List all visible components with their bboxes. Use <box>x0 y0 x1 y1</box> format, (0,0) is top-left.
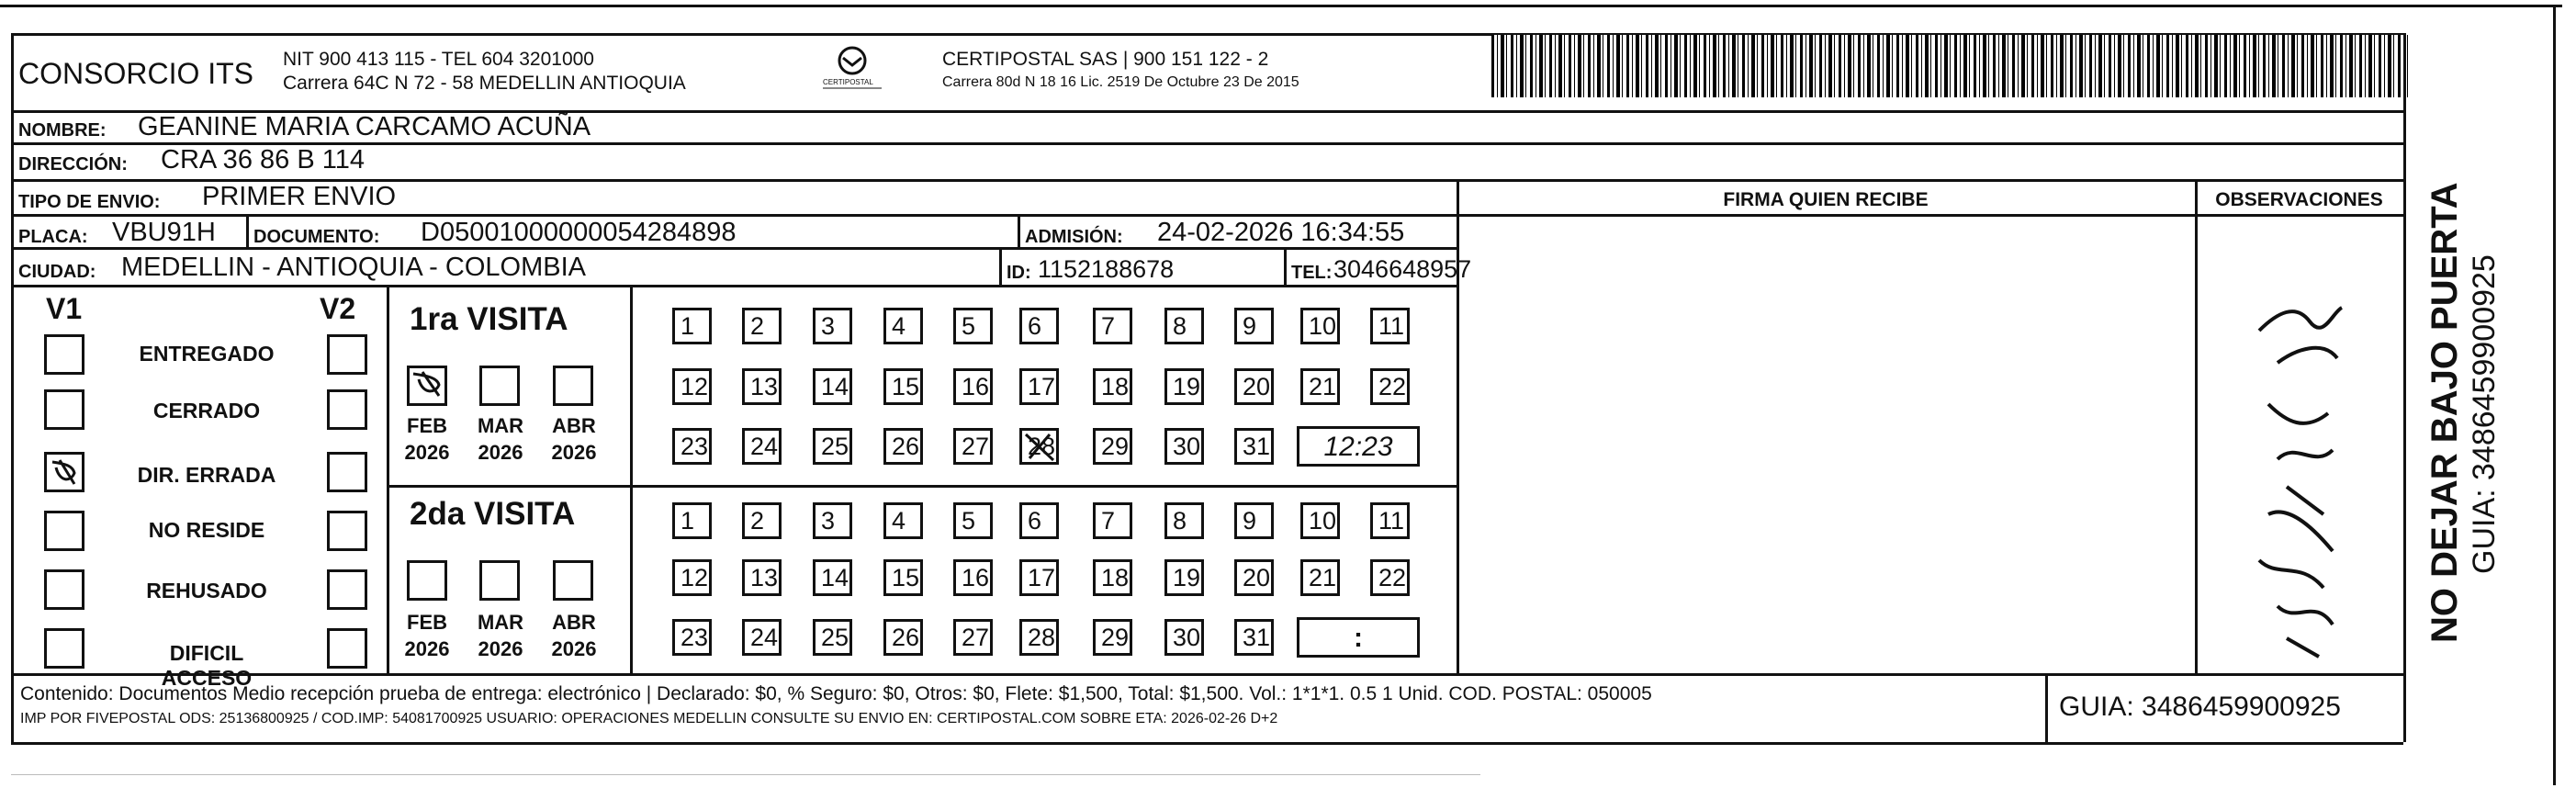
id-label: ID: <box>1007 263 1031 283</box>
documento-value: D05001000000054284898 <box>421 218 737 247</box>
certipostal-logo: CERTIPOSTAL <box>816 42 889 97</box>
visit2-day-12[interactable]: 12 <box>672 559 712 596</box>
visit2-day-21[interactable]: 21 <box>1300 559 1340 596</box>
cell-divider <box>246 214 249 247</box>
visit1-day-6[interactable]: 6 <box>1019 308 1059 344</box>
page-edge-line <box>11 774 1480 775</box>
visit1-day-9[interactable]: 9 <box>1234 308 1274 344</box>
status-label-entregado: ENTREGADO <box>139 342 275 366</box>
cell-divider <box>1018 214 1020 247</box>
visit2-day-26[interactable]: 26 <box>883 619 923 656</box>
visit1-day-18[interactable]: 18 <box>1093 368 1132 405</box>
visit1-month-feb: FEB 2026 <box>404 414 450 464</box>
visit2-time-box[interactable]: : <box>1297 617 1420 658</box>
visit2-title: 2da VISITA <box>410 496 576 532</box>
visit2-day-1[interactable]: 1 <box>672 502 712 539</box>
visit2-day-28[interactable]: 28 <box>1019 619 1059 656</box>
visit2-day-20[interactable]: 20 <box>1234 559 1274 596</box>
visit2-day-9[interactable]: 9 <box>1234 502 1274 539</box>
v2-label: V2 <box>320 292 356 325</box>
visit2-day-18[interactable]: 18 <box>1093 559 1132 596</box>
admision-label: ADMISIÓN: <box>1025 227 1123 247</box>
v1-label: V1 <box>46 292 83 325</box>
visit2-day-6[interactable]: 6 <box>1019 502 1059 539</box>
visit2-day-15[interactable]: 15 <box>883 559 923 596</box>
status-label-rehusado: REHUSADO <box>146 579 267 602</box>
row-divider <box>11 285 1457 287</box>
visit2-day-30[interactable]: 30 <box>1164 619 1204 656</box>
v2-checkbox-cerrado[interactable] <box>327 389 367 430</box>
visit1-day-4[interactable]: 4 <box>883 308 923 344</box>
visit1-day-25[interactable]: 25 <box>813 428 852 465</box>
visit2-day-25[interactable]: 25 <box>813 619 852 656</box>
observaciones-column-border <box>2195 179 2198 673</box>
visit1-day-27[interactable]: 27 <box>953 428 993 465</box>
visit1-day-14[interactable]: 14 <box>813 368 852 405</box>
v2-checkbox-no-reside[interactable] <box>327 511 367 551</box>
tel-label: TEL: <box>1291 263 1333 283</box>
visit2-day-2[interactable]: 2 <box>742 502 782 539</box>
visit2-day-13[interactable]: 13 <box>742 559 782 596</box>
visit1-month-checkbox-mar[interactable] <box>479 366 520 406</box>
v1-checkbox-dificil-acceso[interactable] <box>44 628 84 669</box>
visit1-day-1[interactable]: 1 <box>672 308 712 344</box>
v2-checkbox-dificil-acceso[interactable] <box>327 628 367 669</box>
visit2-day-11[interactable]: 11 <box>1370 502 1410 539</box>
observaciones-header: OBSERVACIONES <box>2215 189 2383 210</box>
status-label-cerrado: CERRADO <box>152 399 261 422</box>
visit1-day-5[interactable]: 5 <box>953 308 993 344</box>
visit1-day-26[interactable]: 26 <box>883 428 923 465</box>
ciudad-value: MEDELLIN - ANTIOQUIA - COLOMBIA <box>121 253 586 282</box>
visit2-day-5[interactable]: 5 <box>953 502 993 539</box>
month-column-border <box>630 285 633 673</box>
footer-divider <box>2045 673 2048 742</box>
visit2-month-abr: ABR 2026 <box>551 611 597 660</box>
visit1-day-23[interactable]: 23 <box>672 428 712 465</box>
direccion-value: CRA 36 86 B 114 <box>161 145 365 174</box>
visit2-day-24[interactable]: 24 <box>742 619 782 656</box>
v1-checkbox-rehusado[interactable] <box>44 569 84 610</box>
visit1-day-8[interactable]: 8 <box>1164 308 1204 344</box>
visit2-day-22[interactable]: 22 <box>1370 559 1410 596</box>
firma-column-border <box>1457 179 1459 673</box>
firma-header: FIRMA QUIEN RECIBE <box>1723 189 1929 210</box>
visit1-month-mar: MAR 2026 <box>477 414 524 464</box>
placa-value: VBU91H <box>112 218 216 247</box>
ciudad-label: CIUDAD: <box>18 262 96 282</box>
v2-checkbox-rehusado[interactable] <box>327 569 367 610</box>
cell-divider <box>999 247 1002 285</box>
visit1-month-checkbox-feb[interactable] <box>407 366 447 406</box>
visit2-day-31[interactable]: 31 <box>1234 619 1274 656</box>
column-header-divider <box>1457 214 2403 217</box>
company-name: CONSORCIO ITS <box>18 57 254 90</box>
bottom-border <box>11 742 2403 745</box>
visit2-day-16[interactable]: 16 <box>953 559 993 596</box>
visit1-day-17[interactable]: 17 <box>1019 368 1059 405</box>
nombre-value: GEANINE MARIA CARCAMO ACUÑA <box>138 112 591 141</box>
visit2-day-14[interactable]: 14 <box>813 559 852 596</box>
v1-checkbox-no-reside[interactable] <box>44 511 84 551</box>
row-divider <box>11 247 1457 250</box>
visit1-day-28[interactable]: 28 <box>1019 428 1059 465</box>
visit1-month-checkbox-abr[interactable] <box>553 366 593 406</box>
visit1-day-3[interactable]: 3 <box>813 308 852 344</box>
nombre-label: NOMBRE: <box>18 120 107 141</box>
visit1-day-10[interactable]: 10 <box>1300 308 1340 344</box>
visit1-day-21[interactable]: 21 <box>1300 368 1340 405</box>
visit1-time-box[interactable]: 12:23 <box>1297 426 1420 467</box>
footer-imp: IMP POR FIVEPOSTAL ODS: 25136800925 / COD.IMP: 54081700925 USUARIO: OPERACIONES MEDELLIN CONSULTE SU ENVIO EN: CERTIPOSTAL.COM SOBRE ETA: 2026-02-26 D+2 <box>20 711 1278 726</box>
right-border <box>2553 5 2556 785</box>
visit1-title: 1ra VISITA <box>410 301 568 337</box>
carrier-line2: Carrera 80d N 18 16 Lic. 2519 De Octubre 23 De 2015 <box>942 74 1299 90</box>
side-no-dejar: NO DEJAR BAJO PUERTA <box>2424 182 2465 643</box>
visit2-month-checkbox-feb[interactable] <box>407 560 447 601</box>
direccion-label: DIRECCIÓN: <box>18 154 128 174</box>
admision-value: 24-02-2026 16:34:55 <box>1157 218 1405 247</box>
id-value: 1152188678 <box>1038 255 1175 283</box>
visit2-day-27[interactable]: 27 <box>953 619 993 656</box>
visit1-day-2[interactable]: 2 <box>742 308 782 344</box>
visit-divider <box>387 485 1457 488</box>
status-label-no-reside: NO RESIDE <box>148 518 265 542</box>
tel-value: 3046648957 <box>1333 255 1472 283</box>
visit2-month-checkbox-mar[interactable] <box>479 560 520 601</box>
visit1-day-7[interactable]: 7 <box>1093 308 1132 344</box>
v2-checkbox-entregado[interactable] <box>327 334 367 375</box>
handwritten-signature <box>2222 276 2360 670</box>
footer-guia: GUIA: 3486459900925 <box>2059 692 2341 722</box>
visit1-day-11[interactable]: 11 <box>1370 308 1410 344</box>
visit2-day-29[interactable]: 29 <box>1093 619 1132 656</box>
visit2-month-feb: FEB 2026 <box>404 611 450 660</box>
cell-divider <box>1284 247 1287 285</box>
visit1-day-24[interactable]: 24 <box>742 428 782 465</box>
visit1-day-20[interactable]: 20 <box>1234 368 1274 405</box>
status-label-dir-errada: DIR. ERRADA <box>137 463 276 487</box>
barcode <box>1491 35 2408 97</box>
visit1-day-16[interactable]: 16 <box>953 368 993 405</box>
visit1-day-29[interactable]: 29 <box>1093 428 1132 465</box>
visit1-day-30[interactable]: 30 <box>1164 428 1204 465</box>
visit2-day-4[interactable]: 4 <box>883 502 923 539</box>
left-border <box>11 33 14 742</box>
top-border <box>0 5 2562 7</box>
v1-checkbox-cerrado[interactable] <box>44 389 84 430</box>
visit2-day-19[interactable]: 19 <box>1164 559 1204 596</box>
company-nit: NIT 900 413 115 - TEL 604 3201000 <box>283 49 594 70</box>
footer-contenido: Contenido: Documentos Medio recepción prueba de entrega: electrónico | Declarado: $0, % Seguro: $0, Otros: $0, Flete: $1,500, Total: $1,500. Vol.: 1*1*1. 0.5 1 Unid. COD. POSTAL: 050005 <box>20 683 1652 704</box>
visit1-day-19[interactable]: 19 <box>1164 368 1204 405</box>
v1-checkbox-entregado[interactable] <box>44 334 84 375</box>
placa-label: PLACA: <box>18 227 88 247</box>
visit1-day-22[interactable]: 22 <box>1370 368 1410 405</box>
visit2-day-3[interactable]: 3 <box>813 502 852 539</box>
row-divider <box>11 214 1457 217</box>
visit1-day-13[interactable]: 13 <box>742 368 782 405</box>
visit2-day-7[interactable]: 7 <box>1093 502 1132 539</box>
row-divider <box>11 142 2403 145</box>
status-column-border <box>387 285 389 673</box>
documento-label: DOCUMENTO: <box>253 227 380 247</box>
tipo-envio-value: PRIMER ENVIO <box>202 182 397 211</box>
visit2-day-23[interactable]: 23 <box>672 619 712 656</box>
visit1-day-12[interactable]: 12 <box>672 368 712 405</box>
side-guia: GUIA: 3486459900925 <box>2467 254 2502 574</box>
visit1-day-15[interactable]: 15 <box>883 368 923 405</box>
visit2-day-10[interactable]: 10 <box>1300 502 1340 539</box>
visit1-day-31[interactable]: 31 <box>1234 428 1274 465</box>
visit2-month-mar: MAR 2026 <box>477 611 524 660</box>
status-label-dificil-acceso: DIFICIL ACCESO <box>161 641 253 690</box>
v2-checkbox-dir-errada[interactable] <box>327 452 367 492</box>
side-column-border <box>2403 33 2406 742</box>
visit2-month-checkbox-abr[interactable] <box>553 560 593 601</box>
visit2-day-8[interactable]: 8 <box>1164 502 1204 539</box>
carrier-line1: CERTIPOSTAL SAS | 900 151 122 - 2 <box>942 49 1269 70</box>
tipo-envio-label: TIPO DE ENVIO: <box>18 192 161 212</box>
visit2-day-17[interactable]: 17 <box>1019 559 1059 596</box>
visit1-month-abr: ABR 2026 <box>551 414 597 464</box>
v1-checkbox-dir-errada[interactable] <box>44 452 84 492</box>
company-address: Carrera 64C N 72 - 58 MEDELLIN ANTIOQUIA <box>283 73 686 94</box>
